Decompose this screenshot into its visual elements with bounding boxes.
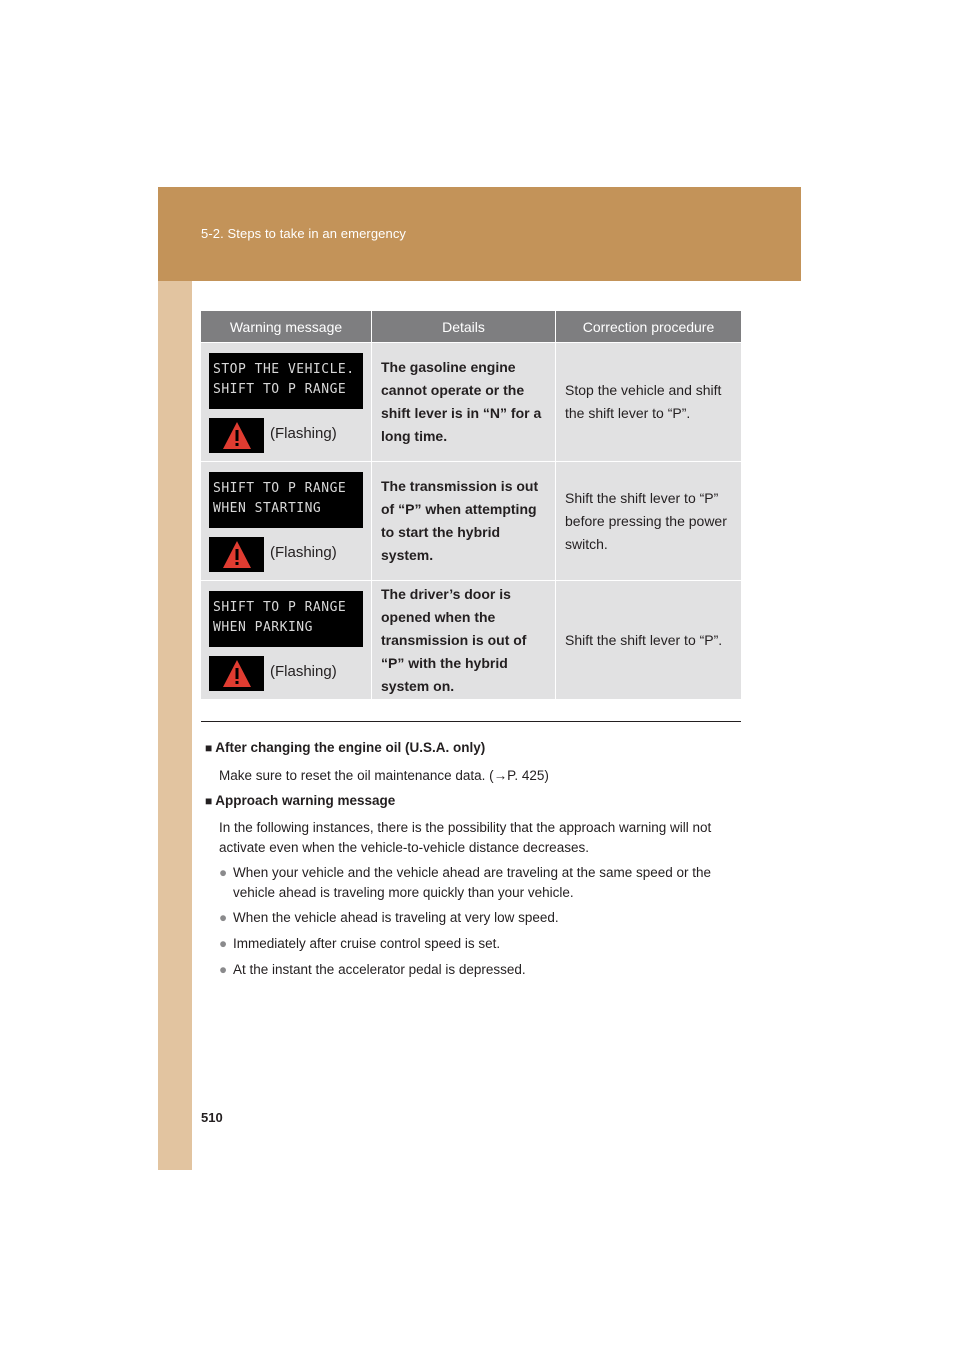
table-header-row — [201, 311, 741, 342]
correction-cell: Stop the vehicle and shift the shift lever to “P”. — [555, 342, 741, 461]
display-line: WHEN PARKING — [213, 620, 313, 635]
bullet-dot-icon: ● — [219, 910, 228, 925]
list-item-text: When the vehicle ahead is traveling at very low speed. — [233, 910, 559, 925]
table-row — [201, 461, 741, 580]
warning-message-cell — [201, 461, 371, 580]
column-header: Warning message — [201, 311, 371, 342]
note-heading-text: Approach warning message — [215, 793, 396, 808]
list-item — [219, 908, 739, 928]
display-line: SHIFT TO P RANGE — [213, 382, 347, 397]
warning-message-table — [201, 311, 741, 699]
master-warning-icon — [209, 656, 264, 691]
details-cell: The driver’s door is opened when the transmission is out of “P” with the hybrid system on. — [371, 580, 555, 699]
list-item-text: Immediately after cruise control speed is set. — [233, 936, 501, 951]
table-row — [201, 342, 741, 461]
column-header: Details — [371, 311, 555, 342]
details-cell: The transmission is out of “P” when attempting to start the hybrid system. — [371, 461, 555, 580]
note-heading-approach — [205, 793, 395, 808]
correction-cell: Shift the shift lever to “P”. — [555, 580, 741, 699]
warning-message-cell — [201, 342, 371, 461]
correction-cell: Shift the shift lever to “P” before pressing the power switch. — [555, 461, 741, 580]
list-item-text: When your vehicle and the vehicle ahead are traveling at the same speed or the vehicle ahead is traveling more quickly than your vehicle. — [233, 865, 712, 900]
display-line: SHIFT TO P RANGE — [213, 481, 347, 496]
list-item — [219, 934, 739, 954]
bullet-dot-icon: ● — [219, 962, 228, 977]
list-item — [219, 863, 739, 903]
square-bullet-icon: ■ — [205, 741, 213, 755]
master-warning-icon — [209, 537, 264, 572]
display-line: SHIFT TO P RANGE — [213, 600, 347, 615]
note-text-approach: In the following instances, there is the possibility that the approach warning will not activate even when the vehicle-to-vehicle distance decreases. — [219, 820, 712, 855]
details-cell: The gasoline engine cannot operate or the shift lever is in “N” for a long time. — [371, 342, 555, 461]
note-text-oil: Make sure to reset the oil maintenance data. (→P. 425) — [219, 768, 549, 783]
section-divider — [201, 721, 741, 722]
note-heading-oil — [205, 740, 485, 755]
square-bullet-icon: ■ — [205, 794, 213, 808]
note-heading-text: After changing the engine oil (U.S.A. only) — [215, 740, 486, 755]
message-display — [209, 353, 363, 409]
table-row — [201, 580, 741, 699]
flashing-label: (Flashing) — [270, 425, 337, 442]
bullet-dot-icon: ● — [219, 936, 228, 951]
message-display — [209, 591, 363, 647]
display-line: STOP THE VEHICLE. — [213, 362, 355, 377]
side-strip — [158, 187, 192, 1170]
flashing-label: (Flashing) — [270, 663, 337, 680]
warning-message-cell — [201, 580, 371, 699]
flashing-label: (Flashing) — [270, 544, 337, 561]
section-title: 5-2. Steps to take in an emergency — [201, 226, 407, 241]
bullet-dot-icon: ● — [219, 865, 228, 880]
message-display — [209, 472, 363, 528]
column-header: Correction procedure — [555, 311, 741, 342]
list-item — [219, 960, 739, 980]
master-warning-icon — [209, 418, 264, 453]
list-item-text: At the instant the accelerator pedal is depressed. — [233, 962, 526, 977]
display-line: WHEN STARTING — [213, 501, 322, 516]
page-number: 510 — [201, 1110, 223, 1125]
